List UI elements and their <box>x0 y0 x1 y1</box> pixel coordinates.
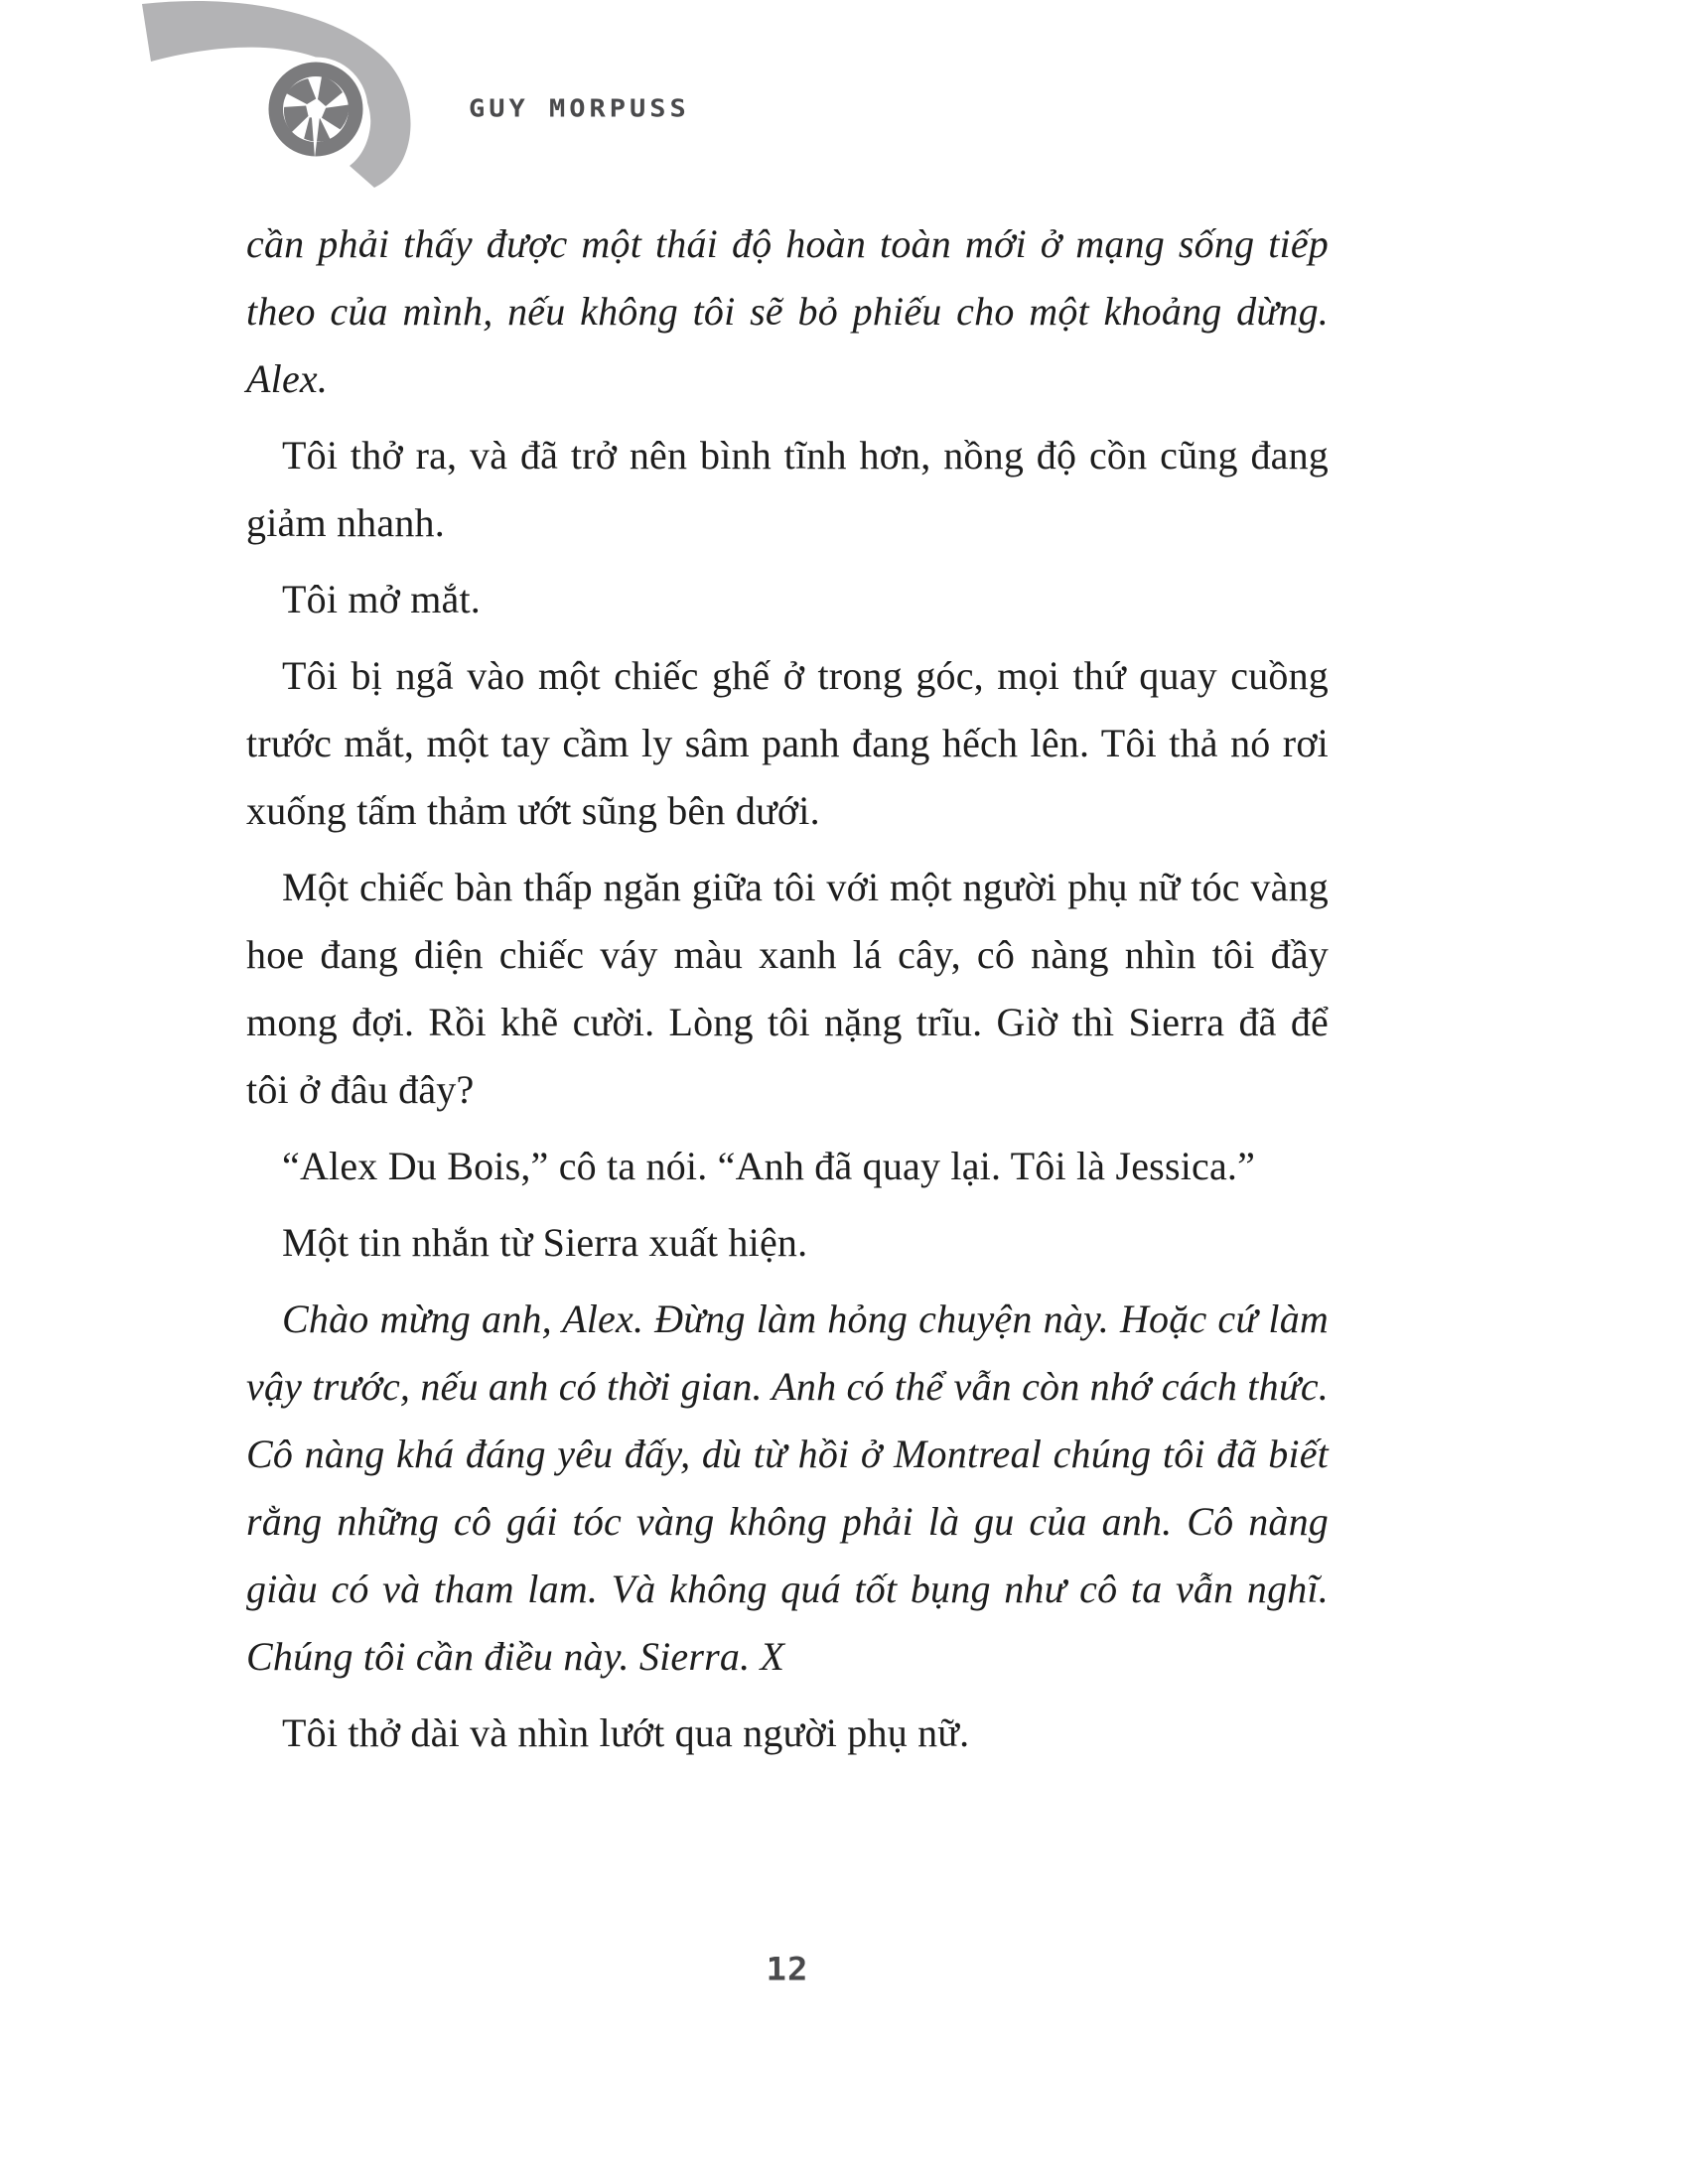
body-text <box>246 210 1329 1767</box>
paragraph: Tôi thở ra, và đã trở nên bình tĩnh hơn, nồng độ cồn cũng đang giảm nhanh. <box>246 433 1329 545</box>
page-footer <box>246 1950 1329 1989</box>
author-name: GUY MORPUSS <box>469 94 690 123</box>
page-number: 12 <box>766 1951 809 1988</box>
paragraph: Tôi bị ngã vào một chiếc ghế ở trong góc, mọi thứ quay cuồng trước mắt, một tay cầm ly sâm panh đang hếch lên. Tôi thả nó rơi xuống tấm thảm ướt sũng bên dưới. <box>246 653 1329 833</box>
paragraph: Một tin nhắn từ Sierra xuất hiện. <box>282 1220 808 1265</box>
publisher-logo <box>0 0 477 208</box>
paragraph: cần phải thấy được một thái độ hoàn toàn mới ở mạng sống tiếp theo của mình, nếu không tôi sẽ bỏ phiếu cho một khoảng dừng. Alex. <box>246 221 1329 401</box>
paragraph: Tôi mở mắt. <box>282 577 481 621</box>
paragraph: Tôi thở dài và nhìn lướt qua người phụ nữ. <box>282 1710 970 1755</box>
shutter-aperture-icon <box>266 60 365 159</box>
paragraph: Một chiếc bàn thấp ngăn giữa tôi với một người phụ nữ tóc vàng hoe đang diện chiếc váy màu xanh lá cây, cô nàng nhìn tôi đầy mong đợi. Rồi khẽ cười. Lòng tôi nặng trĩu. Giờ thì Sierra đã để tôi ở đâu đây? <box>246 865 1329 1112</box>
paragraph: “Alex Du Bois,” cô ta nói. “Anh đã quay lại. Tôi là Jessica.” <box>282 1144 1256 1188</box>
paragraph: Chào mừng anh, Alex. Đừng làm hỏng chuyện này. Hoặc cứ làm vậy trước, nếu anh có thời gian. Anh có thể vẫn còn nhớ cách thức. Cô nàng khá đáng yêu đấy, dù từ hồi ở Montreal chúng tôi đã biết rằng những cô gái tóc vàng không phải là gu của anh. Cô nàng giàu có và tham lam. Và không quá tốt bụng như cô ta vẫn nghĩ. Chúng tôi cần điều này. Sierra. X <box>246 1297 1329 1679</box>
